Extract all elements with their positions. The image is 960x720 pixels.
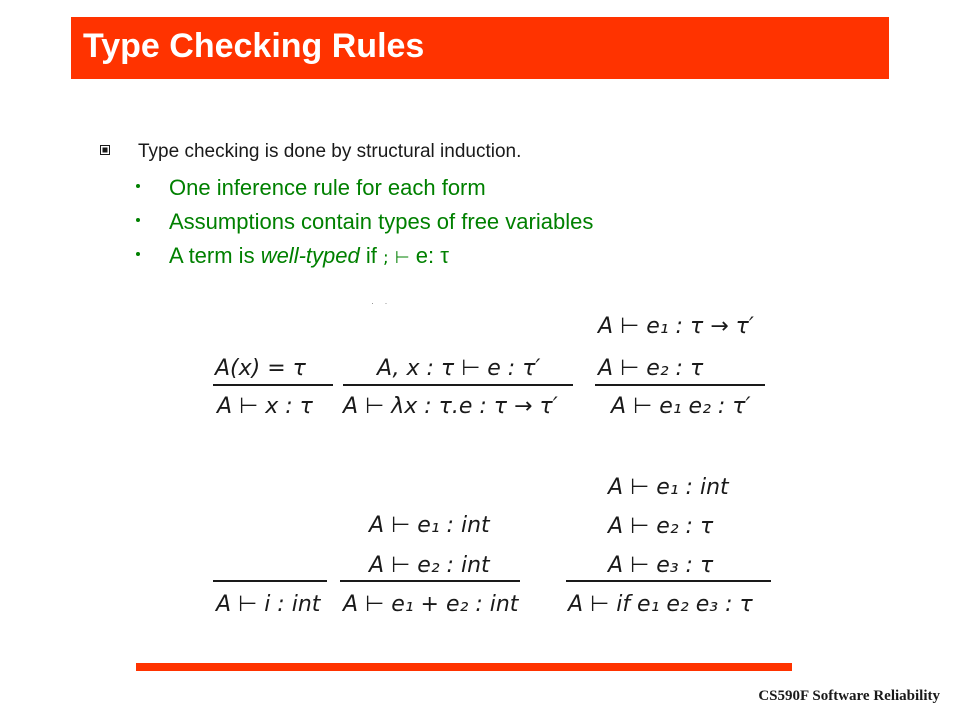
sub-bullet-3-tail: e: τ [409,243,449,268]
stray-dots: · · [371,298,392,308]
rule-int-conclusion: A ⊢ i : int [216,592,321,617]
dot-bullet-icon [136,184,140,188]
sub-bullet-2-text: Assumptions contain types of free variables [169,209,594,234]
turnstile-symbol: ⊢ [394,248,410,268]
rule-var-conclusion: A ⊢ x : τ [217,394,313,419]
sub-bullet-1-text: One inference rule for each form [169,175,486,200]
rule-plus-conclusion: A ⊢ e₁ + e₂ : int [343,592,519,617]
rule-app-line [595,384,765,386]
sub-bullet-3-pre: A term is [169,243,261,268]
rule-abs-conclusion: A ⊢ λx : τ.e : τ → τ′ [343,394,558,419]
square-bullet-icon [100,145,110,155]
bottom-rule [136,663,792,671]
sub-bullet-3-emphasis: well-typed [260,243,360,268]
rule-plus-premise-1: A ⊢ e₁ : int [369,513,490,538]
sub-bullet-3-post: if [359,243,383,268]
dot-bullet-icon [136,218,140,222]
rule-app-premise-2: A ⊢ e₂ : τ [598,356,704,381]
rule-if-premise-1: A ⊢ e₁ : int [608,475,729,500]
rule-int-line [213,580,327,582]
title-bar [71,17,889,79]
sub-bullet-3 [136,243,449,269]
rule-if-premise-2: A ⊢ e₂ : τ [608,514,714,539]
rule-var-premise: A(x) = τ [215,356,306,381]
sub-bullet-2 [136,209,593,235]
rule-var-line [213,384,333,386]
footer-course: CS590F Software Reliability [758,688,940,704]
dot-bullet-icon [136,252,140,256]
rule-if-line [566,580,771,582]
rule-abs-premise: A, x : τ ⊢ e : τ′ [377,356,541,381]
slide-title: Type Checking Rules [83,27,425,65]
rule-if-conclusion: A ⊢ if e₁ e₂ e₃ : τ [568,592,753,617]
rule-if-premise-3: A ⊢ e₃ : τ [608,553,714,578]
rule-app-premise-1: A ⊢ e₁ : τ → τ′ [598,314,754,339]
rule-app-conclusion: A ⊢ e₁ e₂ : τ′ [611,394,751,419]
rule-plus-premise-2: A ⊢ e₂ : int [369,553,490,578]
sub-bullet-1 [136,175,486,201]
sub-bullet-3-symbol-1: ; [382,248,389,268]
rule-plus-line [340,580,520,582]
rule-abs-line [343,384,573,386]
bullet-main-text: Type checking is done by structural induction. [138,141,522,162]
bullet-main [100,141,521,163]
